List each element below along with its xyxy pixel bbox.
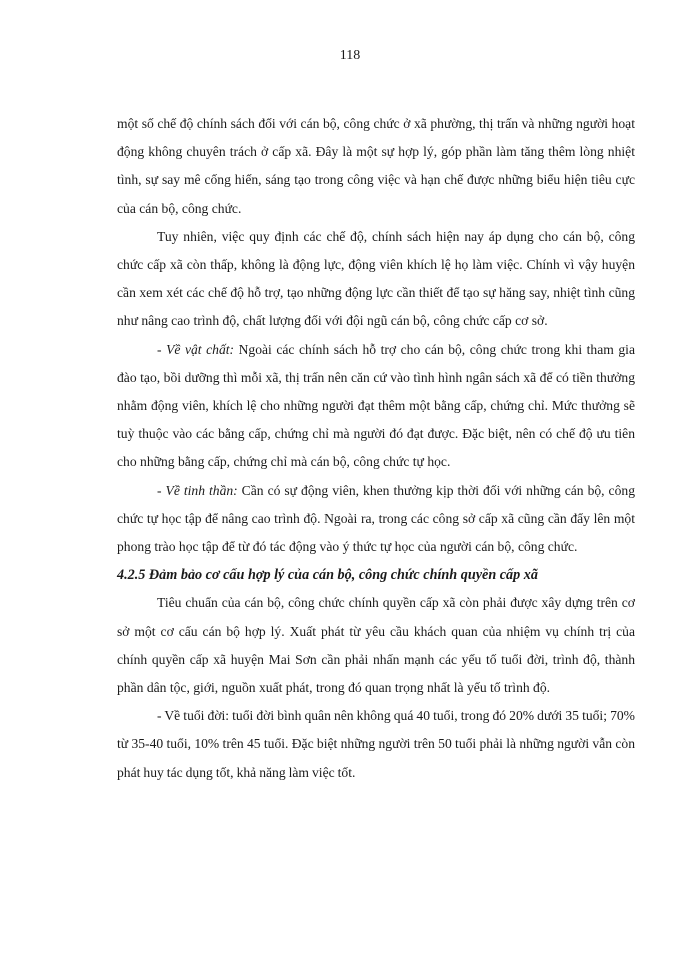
- material-text: Ngoài các chính sách hỗ trợ cho cán bộ, công chức trong khi tham gia đào tạo, bồi dưỡng thì mỗi xã, thị trấn nên căn cứ vào tình hình ngân sách xã để có tiền thưởng nhằm động viên, khích lệ cho những người đạt thêm một bằng cấp, chứng chỉ. Mức thưởng sẽ tuỳ thuộc vào các bằng cấp, chứng chỉ mà người đó đạt được. Đặc biệt, nên có chế độ ưu tiên cho những bằng cấp, chứng chỉ mà cán bộ, công chức tự học.: [117, 341, 635, 470]
- material-label: - Về vật chất:: [157, 341, 235, 357]
- paragraph-1: một số chế độ chính sách đối với cán bộ, công chức ở xã phường, thị trấn và những người hoạt động không chuyên trách ở cấp xã. Đây là một sự hợp lý, góp phần làm tăng thêm lòng nhiệt tình, sự say mê cống hiến, sáng tạo trong công việc và hạn chế được những biểu hiện tiêu cực của cán bộ, công chức.: [117, 116, 635, 216]
- spiritual-label: - Về tinh thần:: [157, 482, 238, 498]
- paragraph-spiritual: [117, 477, 635, 562]
- paragraph-structure: Tiêu chuẩn của cán bộ, công chức chính quyền cấp xã còn phải được xây dựng trên cơ sở một cơ cấu cán bộ hợp lý. Xuất phát từ yêu cầu khách quan của nhiệm vụ chính trị của chính quyền cấp xã huyện Mai Sơn cần phải nhấn mạnh các yếu tố tuổi đời, trình độ, thành phần dân tộc, giới, nguồn xuất phát, trong đó quan trọng nhất là yếu tố trình độ.: [117, 595, 635, 696]
- section-heading: 4.2.5 Đảm bảo cơ cấu hợp lý của cán bộ, công chức chính quyền cấp xã: [117, 567, 538, 584]
- document-body: [117, 110, 635, 787]
- paragraph-age: - Về tuổi đời: tuổi đời bình quân nên không quá 40 tuổi, trong đó 20% dưới 35 tuổi; 70% từ 35-40 tuổi, 10% trên 45 tuổi. Đặc biệt những người trên 50 tuổi phải là những người vẫn còn phát huy tác dụng tốt, khả năng làm việc tốt.: [117, 708, 635, 780]
- page-number: 118: [339, 48, 361, 63]
- paragraph-material: [117, 336, 635, 477]
- paragraph-2: Tuy nhiên, việc quy định các chế độ, chính sách hiện nay áp dụng cho cán bộ, công chức cấp xã còn thấp, không là động lực, động viên khích lệ họ làm việc. Chính vì vậy huyện cần xem xét các chế độ hỗ trợ, tạo những động lực cần thiết để tạo sự hăng say, nhiệt tình cũng như nâng cao trình độ, chất lượng đối với đội ngũ cán bộ, công chức cấp cơ sở.: [117, 228, 635, 329]
- spiritual-text: Cần có sự động viên, khen thưởng kịp thời đối với những cán bộ, công chức tự học tập để nâng cao trình độ. Ngoài ra, trong các công sở cấp xã cũng cần đẩy lên một phong trào học tập để từ đó tác động vào ý thức tự học của người cán bộ, công chức.: [117, 482, 635, 555]
